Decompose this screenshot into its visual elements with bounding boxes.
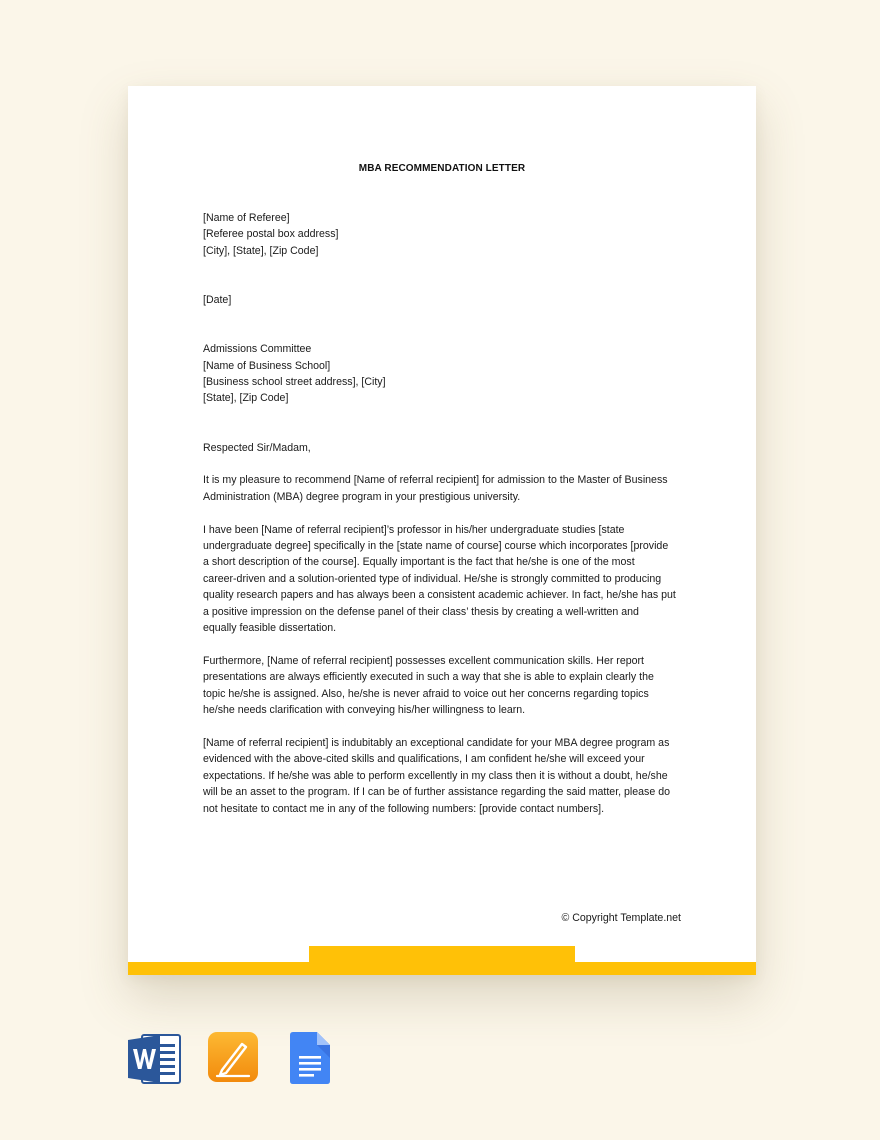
- paragraph-line: It is my pleasure to recommend [Name of referral recipient] for admission to the Master of Business: [203, 474, 668, 487]
- letter-body: [203, 210, 683, 817]
- paragraph-line: equally feasible dissertation.: [203, 622, 337, 635]
- recipient-line: [Name of Business School]: [203, 359, 331, 372]
- letter-date: [203, 292, 683, 308]
- paragraph-line: [Name of referral recipient] is indubitably an exceptional candidate for your MBA degree program as: [203, 736, 670, 749]
- paragraph-line: a positive impression on the defense panel of their class’ thesis by creating a well-written and: [203, 605, 639, 618]
- recipient-line: [State], [Zip Code]: [203, 392, 289, 405]
- paragraph-line: Administration (MBA) degree program in your prestigious university.: [203, 490, 521, 503]
- paragraph-line: quality research papers and has always been a consistent academic achiever. In fact, he/she has put: [203, 589, 676, 602]
- paragraph-line: undergraduate degree] specifically in the [state name of course] course which incorporates [provide: [203, 540, 669, 553]
- copyright-notice: © Copyright Template.net: [561, 912, 681, 924]
- recipient-line: Admissions Committee: [203, 343, 312, 356]
- referee-address: [203, 210, 683, 259]
- paragraph-line: he/she needs clarification with conveying his/her willingness to learn.: [203, 704, 526, 717]
- paragraph-line: presentations are always efficiently executed in such a way that she is able to explain clearly the: [203, 671, 654, 684]
- letter-page: [128, 86, 756, 975]
- referee-city: [City], [State], [Zip Code]: [203, 244, 319, 257]
- google-docs-icon[interactable]: [290, 1032, 330, 1084]
- referee-name: [Name of Referee]: [203, 212, 290, 224]
- paragraph-line: Furthermore, [Name of referral recipient] possesses excellent communication skills. Her report: [203, 654, 644, 667]
- paragraph-line: not hesitate to contact me in any of the following numbers: [provide contact numbers].: [203, 802, 605, 815]
- paragraph-line: I have been [Name of referral recipient]’s professor in his/her undergraduate studies [state: [203, 523, 625, 536]
- recipient-address: [203, 341, 683, 407]
- salutation: [203, 440, 683, 456]
- paragraph-line: a short description of the course]. Equally important is the fact that he/she is one of the most: [203, 556, 635, 569]
- date-text: [Date]: [203, 294, 232, 307]
- paragraph-line: evidenced with the above-cited skills and qualifications, I am confident he/she will exceed your: [203, 753, 645, 766]
- paragraph-1: [203, 472, 683, 505]
- referee-postal: [Referee postal box address]: [203, 228, 339, 241]
- word-icon[interactable]: [128, 1032, 182, 1086]
- paragraph-line: topic he/she is assigned. Also, he/she is never afraid to voice out her concerns regarding topics: [203, 687, 649, 700]
- page-title: MBA RECOMMENDATION LETTER: [358, 163, 526, 174]
- paragraph-line: career-driven and a solution-oriented type of individual. He/she is strongly committed to producing: [203, 572, 662, 585]
- salutation-text: Respected Sir/Madam,: [203, 441, 311, 454]
- paragraph-line: will be an asset to the program. If I can be of further assistance regarding the said matter, please do: [203, 786, 670, 799]
- footer-accent-tab: [309, 946, 575, 975]
- pages-icon[interactable]: [208, 1032, 258, 1082]
- recipient-line: [Business school street address], [City]: [203, 376, 386, 389]
- paragraph-2: [203, 522, 683, 637]
- paragraph-line: expectations. If he/she was able to perform excellently in my class then it is without a doubt, he/she: [203, 769, 668, 782]
- paragraph-3: [203, 653, 683, 719]
- paragraph-4: [203, 735, 683, 817]
